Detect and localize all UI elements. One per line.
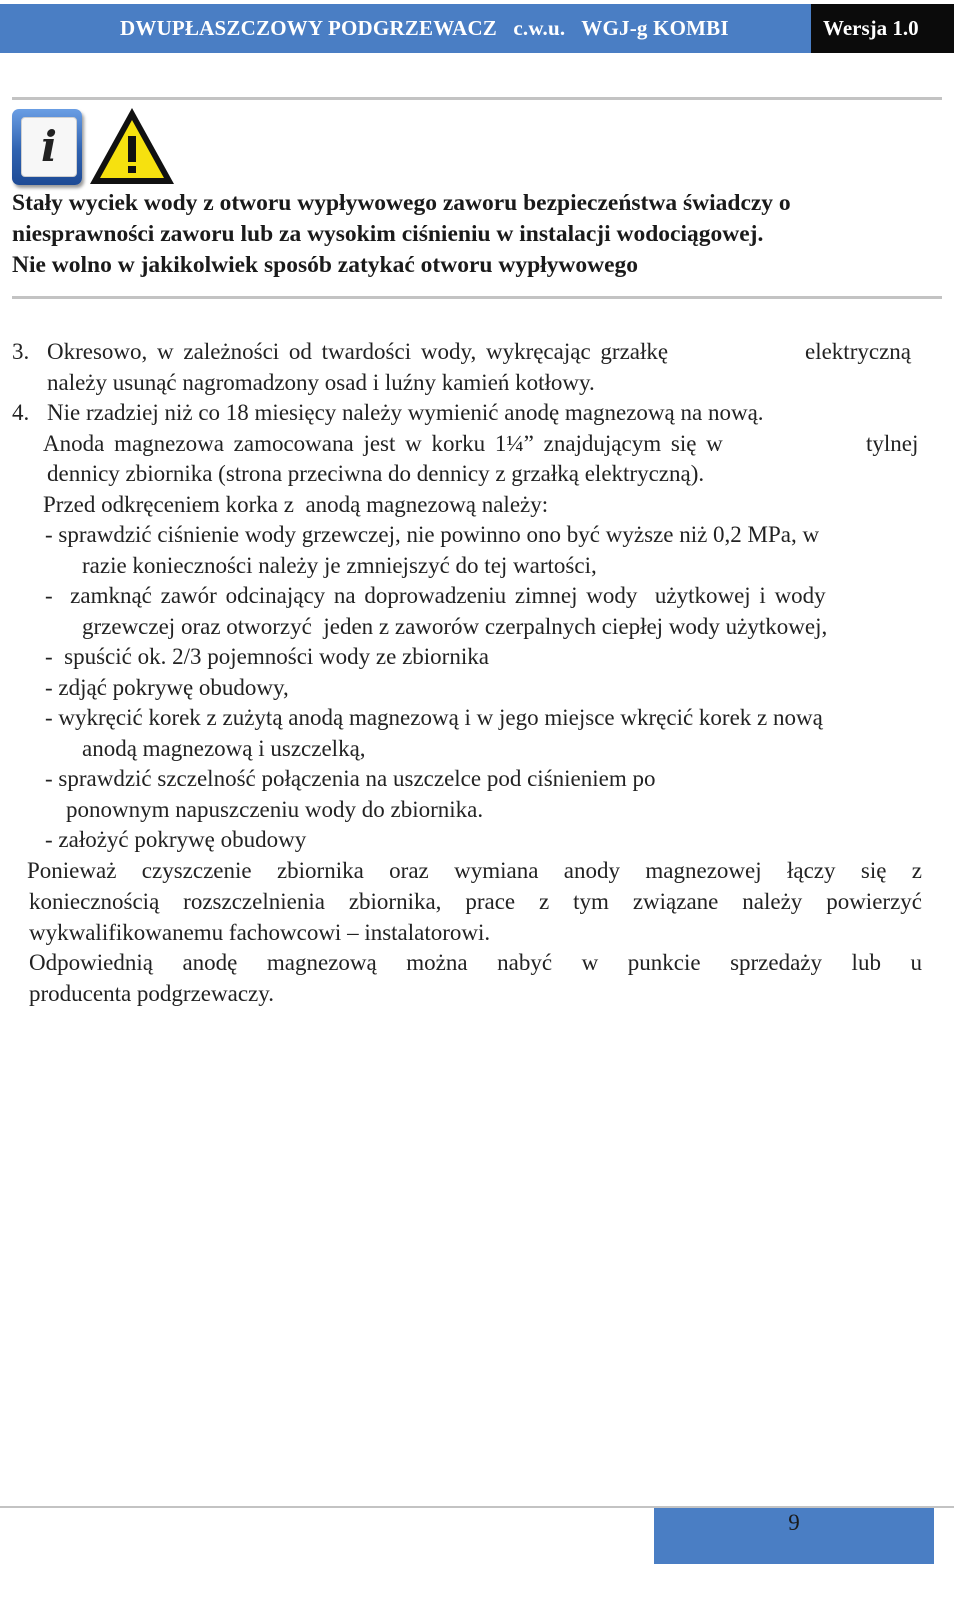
warning-line: niesprawności zaworu lub za wysokim ciśnieniu w instalacji wodociągowej. bbox=[12, 221, 764, 247]
procedure-step-cont: ponownym napuszczeniu wody do zbiornika. bbox=[66, 797, 484, 822]
procedure-step: - zdjąć pokrywę obudowy, bbox=[45, 675, 289, 700]
procedure-step: - wykręcić korek z zużytą anodą magnezową i w jego miejsce wkręcić korek z nową bbox=[45, 705, 823, 730]
document-title: DWUPŁASZCZOWY PODGRZEWACZ c.w.u. WGJ-g KOMBI bbox=[120, 16, 729, 40]
item-3-line-end: elektryczną bbox=[805, 339, 911, 364]
procedure-heading: Przed odkręceniem korka z anodą magnezową należy: bbox=[43, 492, 549, 517]
version-label: Wersja 1.0 bbox=[811, 4, 954, 53]
procedure-step: - zamknąć zawór odcinający na doprowadzeniu zimnej wody użytkowej i wody bbox=[45, 583, 826, 608]
warning-line: Nie wolno w jakikolwiek sposób zatykać otworu wypływowego bbox=[12, 252, 639, 278]
closing-line: producenta podgrzewaczy. bbox=[29, 981, 274, 1006]
item-4-line: Nie rzadziej niż co 18 miesięcy należy wymienić anodę magnezową na nową. bbox=[47, 400, 764, 425]
closing-line: koniecznością rozszczelnienia zbiornika, prace z tym związane należy powierzyć bbox=[29, 889, 922, 914]
procedure-step-cont: razie konieczności należy je zmniejszyć do tej wartości, bbox=[82, 553, 597, 578]
procedure-step: - założyć pokrywę obudowy bbox=[45, 827, 307, 852]
page-number: 9 bbox=[654, 1508, 934, 1564]
procedure-step: - sprawdzić ciśnienie wody grzewczej, nie powinno ono być wyższe niż 0,2 MPa, w bbox=[45, 522, 820, 547]
info-icon bbox=[12, 109, 82, 185]
warning-text bbox=[12, 188, 932, 281]
closing-line: Odpowiednią anodę magnezową można nabyć w punkcie sprzedaży lub u bbox=[29, 950, 922, 975]
item-4-line: Anoda magnezowa zamocowana jest w korku 1¼” znajdującym się w bbox=[43, 431, 723, 456]
item-4-number: 4. bbox=[12, 400, 30, 425]
divider-middle bbox=[12, 296, 942, 299]
warning-icon bbox=[86, 104, 178, 188]
procedure-step: - spuścić ok. 2/3 pojemności wody ze zbiornika bbox=[45, 644, 489, 669]
item-3-line: należy usunąć nagromadzony osad i luźny kamień kotłowy. bbox=[47, 370, 595, 395]
procedure-step-cont: anodą magnezową i uszczelką, bbox=[82, 736, 366, 761]
item-4-line: dennicy zbiornika (strona przeciwna do dennicy z grzałką elektryczną). bbox=[47, 461, 705, 486]
item-4-line-end: tylnej bbox=[866, 431, 919, 456]
procedure-step: - sprawdzić szczelność połączenia na uszczelce pod ciśnieniem po bbox=[45, 766, 656, 791]
info-icon-glyph: i bbox=[21, 117, 77, 177]
divider-top bbox=[12, 97, 942, 100]
closing-line: wykwalifikowanemu fachowcowi – instalatorowi. bbox=[29, 920, 491, 945]
procedure-step-cont: grzewczej oraz otworzyć jeden z zaworów czerpalnych ciepłej wody użytkowej, bbox=[82, 614, 828, 639]
item-3-line: Okresowo, w zależności od twardości wody, wykręcając grzałkę bbox=[47, 339, 669, 364]
warning-line: Stały wyciek wody z otworu wypływowego zaworu bezpieczeństwa świadczy o bbox=[12, 190, 791, 216]
closing-line: Ponieważ czyszczenie zbiornika oraz wymiana anody magnezowej łączy się z bbox=[27, 858, 922, 883]
item-3-number: 3. bbox=[12, 339, 30, 364]
